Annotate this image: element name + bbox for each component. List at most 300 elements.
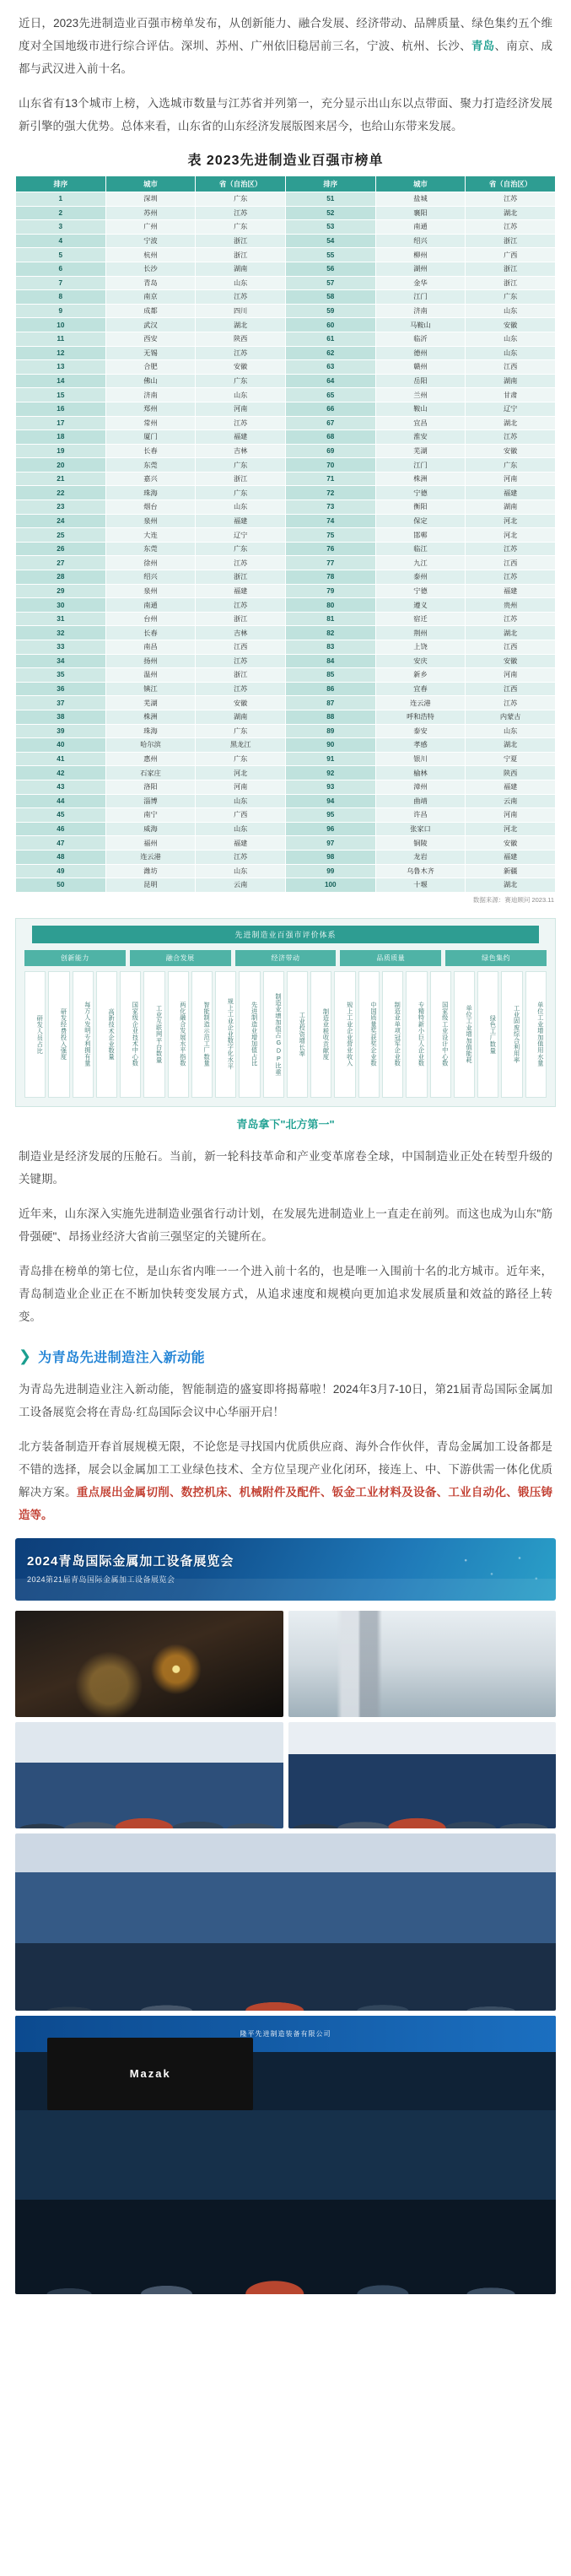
table-cell: 21 — [16, 472, 106, 486]
paragraph-expo-detail-pre: 北方装备制造开春首展规模无限，不论您是寻找国内优质供应商、海外合作伙伴，青岛金属加工设备都是不错的选择，展会以金属加工工业绿色技术、全方位呈现产业化闭环，接连上、中、下游供需一体化优质解决方案。 — [19, 1439, 552, 1499]
table-cell: 57 — [285, 276, 375, 290]
table-cell: 郑州 — [105, 402, 196, 416]
table-cell: 37 — [16, 696, 106, 710]
table-cell: 东莞 — [105, 458, 196, 473]
table-cell: 新乡 — [375, 668, 466, 683]
table-cell: 株洲 — [105, 710, 196, 724]
table-cell: 襄阳 — [375, 206, 466, 220]
table-cell: 75 — [285, 528, 375, 543]
table-cell: 马鞍山 — [375, 318, 466, 332]
table-cell: 九江 — [375, 556, 466, 570]
table-cell: 榆林 — [375, 766, 466, 780]
table-cell: 珠海 — [105, 486, 196, 500]
table-cell: 江西 — [466, 682, 556, 696]
table-cell: 5 — [16, 248, 106, 262]
booth-visitors-decoration-2 — [288, 1779, 557, 1828]
table-cell: 浙江 — [466, 234, 556, 248]
table-cell: 45 — [16, 808, 106, 823]
table-cell: 湖北 — [196, 318, 286, 332]
table-row — [16, 262, 556, 276]
table-cell: 广西 — [466, 248, 556, 262]
welding-sparks-photo — [15, 1611, 283, 1717]
table-cell: 山东 — [466, 332, 556, 346]
table-cell: 83 — [285, 640, 375, 655]
diagram-indicator: 单位工业增加值用水量 — [525, 971, 547, 1098]
paragraph-manufacturing: 制造业是经济发展的压舱石。当前，新一轮科技革命和产业变革席卷全球，中国制造业正处在转型升级的关键期。 — [19, 1149, 552, 1185]
table-row — [16, 654, 556, 668]
paragraph-expo-intro: 为青岛先进制造业注入新动能，智能制造的盛宴即将揭幕啦！2024年3月7-10日，第21届青岛国际金属加工设备展览会将在青岛·红岛国际会议中心华丽开启！ — [19, 1382, 552, 1418]
table-cell: 合肥 — [105, 360, 196, 375]
table-cell: 山东 — [466, 304, 556, 318]
table-cell: 河北 — [466, 528, 556, 543]
diagram-indicator: 制造业税收贡献度 — [310, 971, 331, 1098]
table-cell: 江苏 — [466, 696, 556, 710]
table-cell: 宁夏 — [466, 752, 556, 766]
th-5: 省（自治区） — [466, 176, 556, 192]
table-cell: 16 — [16, 402, 106, 416]
table-cell: 呼和浩特 — [375, 710, 466, 724]
table-cell: 湖北 — [466, 738, 556, 753]
table-cell: 辽宁 — [196, 528, 286, 543]
diagram-indicator-row — [21, 966, 550, 1098]
table-cell: 59 — [285, 304, 375, 318]
table-row — [16, 388, 556, 402]
diagram-indicator: 中国质量奖获奖企业数 — [358, 971, 380, 1098]
banner-dots-decoration — [455, 1547, 547, 1592]
table-cell: 26 — [16, 542, 106, 556]
table-cell: 江苏 — [466, 570, 556, 585]
table-cell: 50 — [16, 878, 106, 893]
table-cell: 安徽 — [466, 836, 556, 851]
table-cell: 湖南 — [466, 374, 556, 388]
table-cell: 河南 — [466, 808, 556, 823]
table-cell: 60 — [285, 318, 375, 332]
table-cell: 孝感 — [375, 738, 466, 753]
table-row — [16, 346, 556, 360]
table-row — [16, 584, 556, 598]
table-cell: 95 — [285, 808, 375, 823]
table-cell: 深圳 — [105, 192, 196, 207]
table-cell: 82 — [285, 626, 375, 640]
table-row — [16, 724, 556, 738]
table-cell: 53 — [285, 220, 375, 235]
table-cell: 浙江 — [196, 234, 286, 248]
table-cell: 7 — [16, 276, 106, 290]
table-cell: 厦门 — [105, 430, 196, 445]
table-cell: 泰州 — [375, 570, 466, 585]
table-row — [16, 836, 556, 851]
table-row — [16, 668, 556, 683]
table-cell: 湖北 — [466, 878, 556, 893]
paragraph-qingdao-rank: 青岛排在榜单的第七位，是山东省内唯一一个进入前十名的，也是唯一入围前十名的北方城市。近年来，青岛制造业企业正在不断加快转变发展方式，从追求速度和规模向更加追求发展质量和效益的路径上转变。 — [19, 1264, 552, 1323]
table-cell: 66 — [285, 402, 375, 416]
rank-table-block — [0, 149, 571, 905]
table-cell: 济南 — [375, 304, 466, 318]
table-cell: 陕西 — [466, 766, 556, 780]
diagram-indicator: 工业固废综合利用率 — [501, 971, 522, 1098]
table-cell: 珠海 — [105, 724, 196, 738]
table-cell: 河南 — [196, 402, 286, 416]
table-cell: 92 — [285, 766, 375, 780]
diagram-category: 创新能力 — [24, 950, 126, 966]
table-cell: 湖南 — [466, 500, 556, 515]
table-cell: 81 — [285, 612, 375, 626]
diagram-title: 先进制造业百强市评价体系 — [32, 926, 540, 943]
paragraph-shandong-plan: 近年来，山东深入实施先进制造业强省行动计划，在发展先进制造业上一直走在前列。而这也成为山东"筋骨强硬"、昂扬业经济大省前三强坚定的关键所在。 — [19, 1207, 552, 1243]
table-row — [16, 542, 556, 556]
banner-main-title: 2024青岛国际金属加工设备展览会 — [27, 1553, 234, 1569]
table-cell: 兰州 — [375, 388, 466, 402]
table-cell: 福建 — [466, 486, 556, 500]
table-row — [16, 528, 556, 543]
table-cell: 江苏 — [466, 542, 556, 556]
table-row — [16, 556, 556, 570]
table-cell: 长春 — [105, 444, 196, 458]
table-cell: 广东 — [196, 486, 286, 500]
table-row — [16, 808, 556, 823]
table-row — [16, 304, 556, 318]
highlight-qingdao: 青岛 — [471, 40, 495, 52]
table-cell: 91 — [285, 752, 375, 766]
table-cell: 39 — [16, 724, 106, 738]
table-cell: 31 — [16, 612, 106, 626]
diagram-caption: 青岛拿下"北方第一" — [236, 1117, 335, 1131]
table-cell: 吉林 — [196, 626, 286, 640]
article-page — [0, 12, 571, 2303]
table-cell: 南通 — [105, 598, 196, 613]
table-source: 数据来源：赛迪顾问 2023.11 — [472, 895, 554, 904]
table-cell: 44 — [16, 794, 106, 808]
table-cell: 江西 — [466, 556, 556, 570]
table-cell: 广西 — [196, 808, 286, 823]
table-row — [16, 850, 556, 864]
table-cell: 61 — [285, 332, 375, 346]
table-cell: 上饶 — [375, 640, 466, 655]
table-cell: 云南 — [466, 794, 556, 808]
table-cell: 荆州 — [375, 626, 466, 640]
table-cell: 张家口 — [375, 822, 466, 836]
table-cell: 85 — [285, 668, 375, 683]
diagram-indicator: 制造业增加值占GDP比重 — [263, 971, 284, 1098]
table-cell: 广东 — [466, 290, 556, 305]
table-cell: 杭州 — [105, 248, 196, 262]
table-cell: 76 — [285, 542, 375, 556]
table-cell: 35 — [16, 668, 106, 683]
table-cell: 南昌 — [105, 640, 196, 655]
table-cell: 河南 — [196, 780, 286, 794]
table-cell: 浙江 — [196, 612, 286, 626]
diagram-indicator: 智能制造示范工厂数量 — [191, 971, 213, 1098]
table-cell: 15 — [16, 388, 106, 402]
paragraph-intro — [0, 12, 571, 80]
diagram-indicator: 国家级企业技术中心数 — [120, 971, 141, 1098]
table-cell: 威海 — [105, 822, 196, 836]
table-row — [16, 878, 556, 893]
table-cell: 江苏 — [196, 416, 286, 430]
diagram-category: 融合发展 — [130, 950, 231, 966]
table-cell: 内蒙古 — [466, 710, 556, 724]
table-cell: 广东 — [196, 374, 286, 388]
table-cell: 福建 — [196, 584, 286, 598]
table-cell: 泉州 — [105, 584, 196, 598]
table-cell: 十堰 — [375, 878, 466, 893]
diagram-category: 品质质量 — [340, 950, 441, 966]
table-cell: 24 — [16, 514, 106, 528]
table-row — [16, 710, 556, 724]
table-cell: 温州 — [105, 668, 196, 683]
table-cell: 泉州 — [105, 514, 196, 528]
diagram-indicator: 规上工业企业数字化水平 — [215, 971, 236, 1098]
booth-banner-text: 隆平先进制造装备有限公司 — [15, 2016, 556, 2052]
table-cell: 90 — [285, 738, 375, 753]
table-cell: 福州 — [105, 836, 196, 851]
table-cell: 浙江 — [196, 248, 286, 262]
table-cell: 98 — [285, 850, 375, 864]
table-cell: 绍兴 — [375, 234, 466, 248]
diagram-indicator: 工业互联网平台数量 — [143, 971, 164, 1098]
table-cell: 72 — [285, 486, 375, 500]
table-cell: 广东 — [196, 542, 286, 556]
table-cell: 浙江 — [196, 570, 286, 585]
table-cell: 山东 — [196, 388, 286, 402]
table-cell: 江苏 — [466, 612, 556, 626]
table-cell: 金华 — [375, 276, 466, 290]
table-cell: 宿迁 — [375, 612, 466, 626]
table-cell: 临沂 — [375, 332, 466, 346]
table-cell: 河北 — [466, 514, 556, 528]
table-cell: 长沙 — [105, 262, 196, 276]
table-cell: 江苏 — [466, 430, 556, 445]
table-cell: 17 — [16, 416, 106, 430]
table-cell: 宜春 — [375, 682, 466, 696]
table-cell: 65 — [285, 388, 375, 402]
table-cell: 银川 — [375, 752, 466, 766]
table-cell: 佛山 — [105, 374, 196, 388]
table-cell: 84 — [285, 654, 375, 668]
table-cell: 广东 — [196, 220, 286, 235]
table-cell: 99 — [285, 864, 375, 878]
table-row — [16, 192, 556, 207]
paragraph-expo-detail — [0, 1435, 571, 1526]
table-cell: 广东 — [466, 458, 556, 473]
table-cell: 93 — [285, 780, 375, 794]
table-cell: 19 — [16, 444, 106, 458]
table-cell: 安徽 — [196, 696, 286, 710]
table-cell: 86 — [285, 682, 375, 696]
table-cell: 成都 — [105, 304, 196, 318]
table-cell: 25 — [16, 528, 106, 543]
table-cell: 广州 — [105, 220, 196, 235]
table-cell: 43 — [16, 780, 106, 794]
table-row — [16, 612, 556, 626]
table-row — [16, 360, 556, 375]
table-cell: 18 — [16, 430, 106, 445]
expo-banner — [15, 1538, 556, 1601]
table-cell: 77 — [285, 556, 375, 570]
table-cell: 嘉兴 — [105, 472, 196, 486]
th-0: 排序 — [16, 176, 106, 192]
table-cell: 龙岩 — [375, 850, 466, 864]
table-cell: 47 — [16, 836, 106, 851]
table-cell: 69 — [285, 444, 375, 458]
table-cell: 江苏 — [196, 654, 286, 668]
table-cell: 山东 — [196, 500, 286, 515]
table-cell: 100 — [285, 878, 375, 893]
th-2: 省（自治区） — [196, 176, 286, 192]
table-cell: 山东 — [466, 346, 556, 360]
diagram-category: 经济带动 — [235, 950, 337, 966]
table-cell: 陕西 — [196, 332, 286, 346]
diagram-indicator: 单位工业增加值能耗 — [454, 971, 475, 1098]
table-cell: 德州 — [375, 346, 466, 360]
table-cell: 江苏 — [466, 220, 556, 235]
table-cell: 55 — [285, 248, 375, 262]
table-cell: 江门 — [375, 458, 466, 473]
booth-visitors-decoration — [15, 1779, 283, 1828]
table-cell: 34 — [16, 654, 106, 668]
table-cell: 33 — [16, 640, 106, 655]
table-cell: 52 — [285, 206, 375, 220]
table-cell: 山东 — [196, 864, 286, 878]
table-cell: 南宁 — [105, 808, 196, 823]
table-cell: 42 — [16, 766, 106, 780]
diagram-indicator: 专精特新小巨人企业数 — [406, 971, 427, 1098]
table-cell: 安徽 — [466, 318, 556, 332]
diagram-indicator: 两化融合发展水平指数 — [168, 971, 189, 1098]
table-title: 表 2023先进制造业百强市榜单 — [187, 154, 384, 168]
table-row — [16, 514, 556, 528]
exhibition-booth-photo-1 — [15, 1722, 283, 1828]
table-cell: 泰安 — [375, 724, 466, 738]
table-cell: 苏州 — [105, 206, 196, 220]
table-cell: 芜湖 — [105, 696, 196, 710]
diagram-indicator: 制造业单项冠军企业数 — [382, 971, 403, 1098]
table-cell: 福建 — [466, 780, 556, 794]
table-row — [16, 290, 556, 305]
table-cell: 江西 — [466, 640, 556, 655]
table-cell: 岳阳 — [375, 374, 466, 388]
table-cell: 安庆 — [375, 654, 466, 668]
table-cell: 10 — [16, 318, 106, 332]
table-cell: 56 — [285, 262, 375, 276]
table-cell: 扬州 — [105, 654, 196, 668]
table-cell: 江苏 — [196, 206, 286, 220]
table-cell: 昆明 — [105, 878, 196, 893]
table-cell: 石家庄 — [105, 766, 196, 780]
table-cell: 乌鲁木齐 — [375, 864, 466, 878]
table-cell: 新疆 — [466, 864, 556, 878]
table-row — [16, 598, 556, 613]
table-cell: 29 — [16, 584, 106, 598]
paragraph-intro-pre: 近日，2023先进制造业百强市榜单发布，从创新能力、融合发展、经济带动、品牌质量、绿色集约五个维度对全国地级市进行综合评估。深圳、苏州、广州依旧稳居前三名，宁波、杭州、长沙、 — [19, 17, 552, 52]
table-row — [16, 472, 556, 486]
table-row — [16, 822, 556, 836]
table-cell: 潍坊 — [105, 864, 196, 878]
table-cell: 武汉 — [105, 318, 196, 332]
table-row — [16, 794, 556, 808]
paragraph-expo-highlight: 重点展出金属切削、数控机床、机械附件及配件、钣金工业材料及设备、工业自动化、锻压铸造等。 — [19, 1485, 553, 1521]
table-cell: 30 — [16, 598, 106, 613]
table-cell: 88 — [285, 710, 375, 724]
th-1: 城市 — [105, 176, 196, 192]
table-cell: 鞍山 — [375, 402, 466, 416]
rank-table — [15, 176, 556, 893]
table-cell: 67 — [285, 416, 375, 430]
table-cell: 广东 — [196, 458, 286, 473]
table-row — [16, 752, 556, 766]
table-cell: 柳州 — [375, 248, 466, 262]
table-cell: 四川 — [196, 304, 286, 318]
table-cell: 河北 — [466, 822, 556, 836]
table-cell: 湖北 — [466, 626, 556, 640]
table-cell: 洛阳 — [105, 780, 196, 794]
diagram-indicator: 规上工业企业营业收入 — [334, 971, 355, 1098]
table-cell: 江西 — [466, 360, 556, 375]
table-cell: 山东 — [196, 276, 286, 290]
table-cell: 绍兴 — [105, 570, 196, 585]
diagram-indicator: 每万人发明专利拥有量 — [73, 971, 94, 1098]
table-cell: 株洲 — [375, 472, 466, 486]
table-cell: 贵州 — [466, 598, 556, 613]
exhibition-hall-photo — [15, 1833, 556, 2011]
table-cell: 78 — [285, 570, 375, 585]
table-cell: 28 — [16, 570, 106, 585]
table-cell: 河北 — [196, 766, 286, 780]
diagram-indicator: 绿色工厂数量 — [477, 971, 498, 1098]
table-cell: 8 — [16, 290, 106, 305]
table-cell: 淮安 — [375, 430, 466, 445]
table-row — [16, 318, 556, 332]
table-cell: 保定 — [375, 514, 466, 528]
table-cell: 江苏 — [196, 290, 286, 305]
table-cell: 芜湖 — [375, 444, 466, 458]
table-cell: 辽宁 — [466, 402, 556, 416]
table-cell: 盐城 — [375, 192, 466, 207]
table-cell: 71 — [285, 472, 375, 486]
table-cell: 浙江 — [196, 668, 286, 683]
table-cell: 常州 — [105, 416, 196, 430]
exhibition-crowd-photo — [15, 2016, 556, 2294]
table-cell: 1 — [16, 192, 106, 207]
table-cell: 福建 — [466, 584, 556, 598]
table-cell: 浙江 — [466, 276, 556, 290]
table-cell: 湖南 — [196, 262, 286, 276]
table-cell: 云南 — [196, 878, 286, 893]
table-cell: 安徽 — [466, 444, 556, 458]
table-cell: 87 — [285, 696, 375, 710]
table-cell: 湖州 — [375, 262, 466, 276]
table-cell: 江苏 — [466, 192, 556, 207]
table-row — [16, 444, 556, 458]
table-cell: 江苏 — [196, 850, 286, 864]
table-cell: 96 — [285, 822, 375, 836]
rank-table-body — [16, 192, 556, 893]
table-cell: 淄博 — [105, 794, 196, 808]
table-cell: 吉林 — [196, 444, 286, 458]
table-cell: 58 — [285, 290, 375, 305]
table-cell: 福建 — [196, 836, 286, 851]
table-row — [16, 402, 556, 416]
table-cell: 51 — [285, 192, 375, 207]
table-cell: 41 — [16, 752, 106, 766]
exhibition-booth-photo-2 — [288, 1722, 557, 1828]
table-cell: 南京 — [105, 290, 196, 305]
table-cell: 黑龙江 — [196, 738, 286, 753]
crowd-decoration — [15, 2166, 556, 2294]
table-cell: 49 — [16, 864, 106, 878]
diagram-category-row — [21, 950, 550, 966]
table-cell: 12 — [16, 346, 106, 360]
